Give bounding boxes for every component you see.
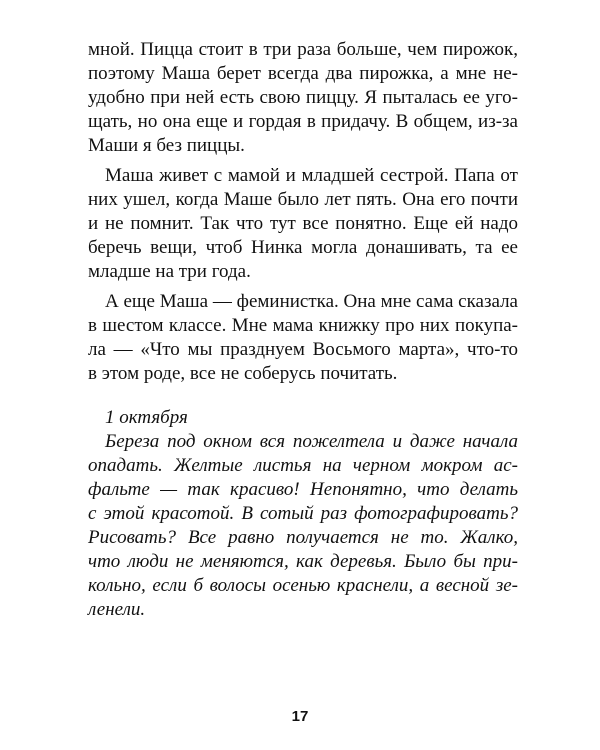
paragraph-line: поэтому Маша берет всегда два пирожка, а мне не- [88, 63, 518, 84]
paragraph-3 [88, 290, 518, 386]
diary-line: Береза под окном вся пожелтела и даже начала [105, 431, 518, 452]
diary-entry [88, 406, 518, 622]
diary-line: Рисовать? Все равно получается не то. Жалко, [88, 527, 518, 548]
paragraph-line: А еще Маша — феминистка. Она мне сама сказала [105, 291, 518, 312]
diary-line: кольно, если б волосы осенью краснели, а весной зе- [88, 575, 518, 596]
section-spacer [88, 392, 518, 406]
paragraph-line: Маши я без пиццы. [88, 135, 245, 156]
paragraph-line: и не помнит. Так что тут все понятно. Еще ей надо [88, 213, 518, 234]
paragraph-2 [88, 164, 518, 284]
paragraph-line: щать, но она еще и гордая в придачу. В общем, из-за [88, 111, 518, 132]
paragraph-line: Маша живет с мамой и младшей сестрой. Папа от [105, 165, 518, 186]
page-number: 17 [291, 708, 309, 725]
paragraph-line: удобно при ней есть свою пиццу. Я пыталась ее уго- [88, 87, 518, 108]
paragraph-line: беречь вещи, чтоб Нинка могла донашивать, та ее [88, 237, 518, 258]
paragraph-1 [88, 38, 518, 158]
diary-line: ленели. [88, 599, 146, 620]
diary-line: опадать. Желтые листья на черном мокром ас- [88, 455, 518, 476]
paragraph-line: мной. Пицца стоит в три раза больше, чем пирожок, [88, 39, 518, 60]
paragraph-line: младше на три года. [88, 261, 251, 282]
diary-line: что люди не меняются, как деревья. Было бы при- [88, 551, 518, 572]
paragraph-line: ла — «Что мы празднуем Восьмого марта», что-то [88, 339, 518, 360]
diary-line: фальте — так красиво! Непонятно, что делать [88, 479, 518, 500]
diary-date: 1 октября [105, 407, 188, 428]
page-body [88, 38, 518, 622]
diary-line: с этой красотой. В сотый раз фотографировать? [88, 503, 518, 524]
paragraph-line: них ушел, когда Маше было лет пять. Она его почти [88, 189, 518, 210]
paragraph-line: в этом роде, все не соберусь почитать. [88, 363, 398, 384]
paragraph-line: в шестом классе. Мне мама книжку про них покупа- [88, 315, 518, 336]
